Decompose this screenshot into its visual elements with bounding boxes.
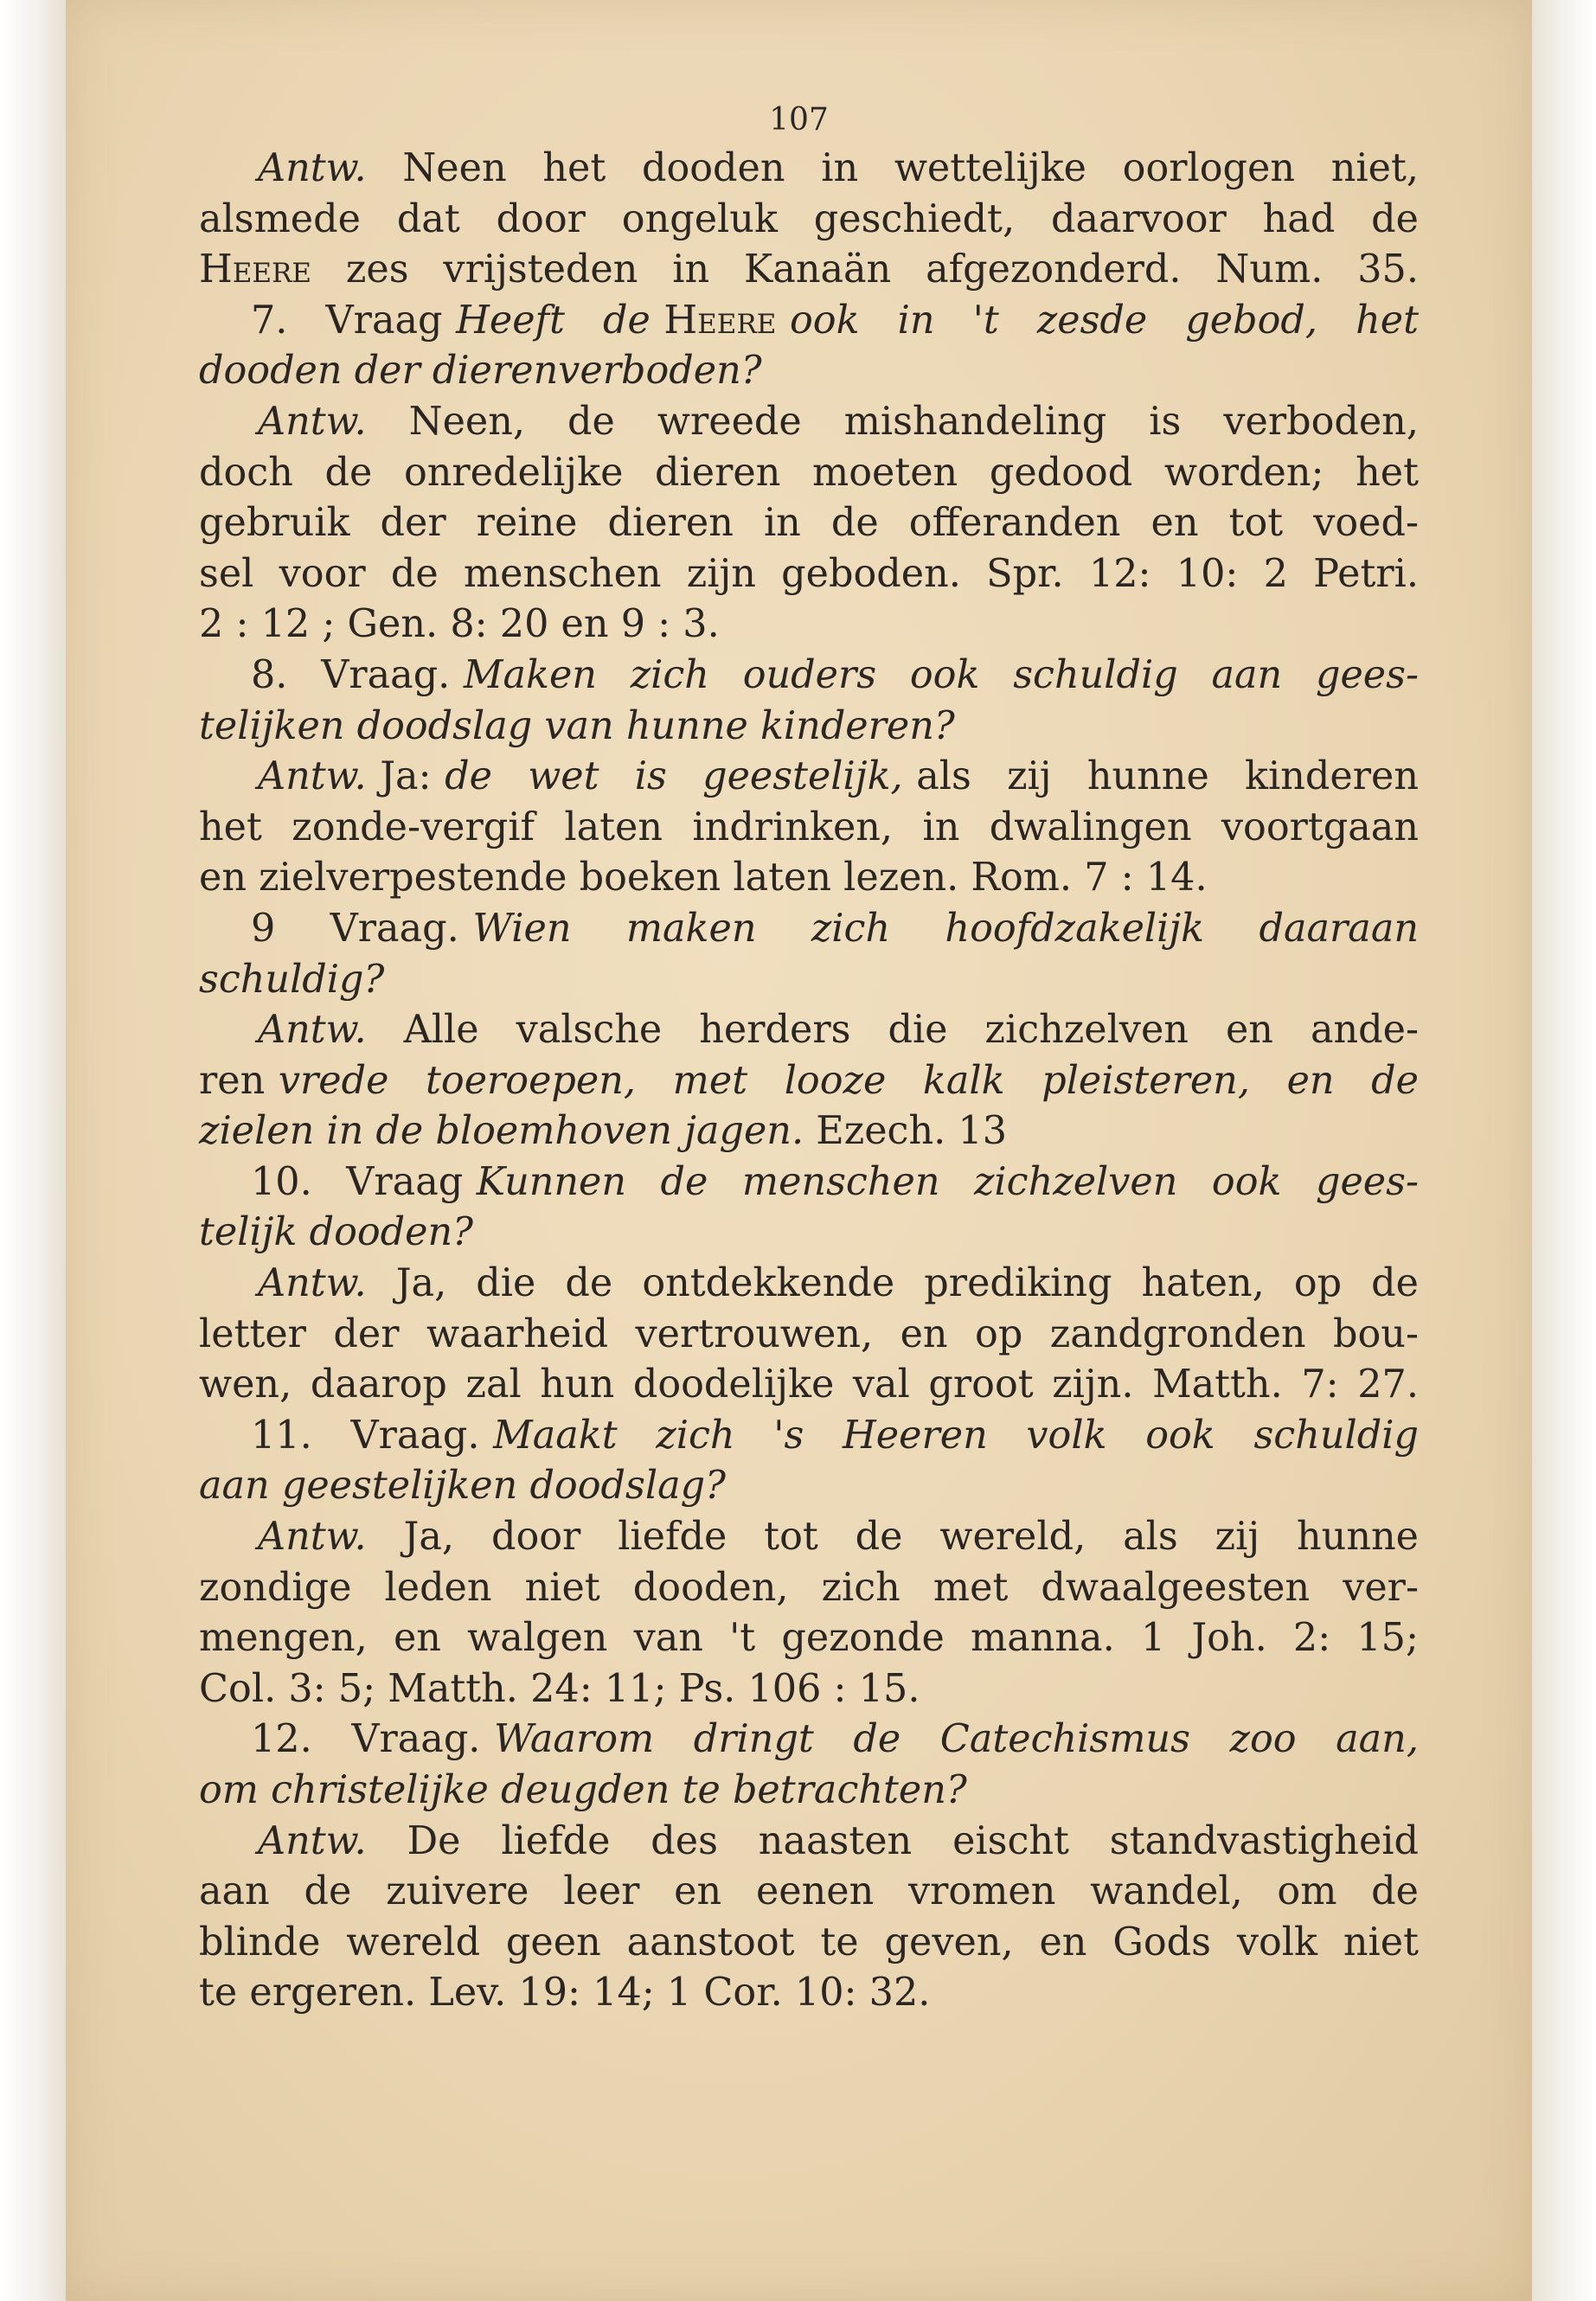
text-line: Col. 3: 5; Matth. 24: 11; Ps. 106 : 15. — [199, 1666, 920, 1711]
question-line: 10. Vraag Kunnen de menschen zichzelven ook gees- — [251, 1159, 1419, 1204]
answer-line: Antw. De liefde des naasten eischt standvastigheid — [258, 1818, 1419, 1863]
question-line: 7. Vraag Heeft de Heere ook in 't zesde gebod, het — [251, 298, 1420, 343]
text-line: 2 : 12 ; Gen. 8: 20 en 9 : 3. — [199, 602, 720, 647]
answer-line: Antw. Ja, door liefde tot de wereld, als zij hunne — [258, 1515, 1419, 1560]
question-line: 12. Vraag. Waarom dringt de Catechismus zoo aan, — [251, 1717, 1419, 1762]
question-line: aan geestelijken doodslag? — [199, 1464, 726, 1509]
question-line: om christelijke deugden te betrachten? — [199, 1768, 967, 1812]
question-line: 9 Vraag. Wien maken zich hoofdzakelijk daaraan — [251, 906, 1420, 951]
answer-line: Antw. Ja, die de ontdekkende prediking haten, op de — [258, 1261, 1419, 1306]
text-line: zielen in de bloemhoven jagen. Ezech. 13 — [199, 1109, 1008, 1154]
question-line: telijken doodslag van hunne kinderen? — [199, 703, 955, 748]
page-text — [199, 144, 1419, 2019]
text-line: letter der waarheid vertrouwen, en op zandgronden bou- — [199, 1311, 1419, 1356]
question-line: dooden der dierenverboden? — [199, 349, 762, 394]
text-line: ren vrede toeroepen, met looze kalk pleisteren, en de — [199, 1058, 1419, 1103]
answer-line: Antw. Ja: de wet is geestelijk, als zij hunne kinderen — [258, 754, 1420, 799]
book-page — [66, 0, 1532, 2301]
text-line: alsmede dat door ongeluk geschiedt, daarvoor had de — [199, 196, 1419, 241]
text-line: het zonde-vergif laten indrinken, in dwalingen voortgaan — [199, 804, 1419, 849]
answer-line: Antw. Alle valsche herders die zichzelven en ande- — [258, 1008, 1419, 1053]
text-line: te ergeren. Lev. 19: 14; 1 Cor. 10: 32. — [199, 1971, 931, 2016]
text-line: blinde wereld geen aanstoot te geven, en Gods volk niet — [199, 1920, 1419, 1965]
answer-line: Antw. Neen, de wreede mishandeling is verboden, — [258, 399, 1419, 444]
text-line: Heere zes vrijsteden in Kanaän afgezonderd. Num. 35. — [199, 247, 1419, 292]
scan-margin-right — [1532, 0, 1596, 2301]
question-line: schuldig? — [199, 957, 385, 1002]
text-line: zondige leden niet dooden, zich met dwaalgeesten ver- — [199, 1565, 1419, 1610]
text-line: mengen, en walgen van 't gezonde manna. 1 Joh. 2: 15; — [199, 1616, 1419, 1661]
question-line: telijk dooden? — [199, 1210, 473, 1255]
text-line: en zielverpestende boeken laten lezen. Rom. 7 : 14. — [199, 856, 1208, 901]
scan-margin-left — [0, 0, 66, 2301]
page-number: 107 — [769, 102, 829, 138]
text-line: wen, daarop zal hun doodelijke val groot zijn. Matth. 7: 27. — [199, 1362, 1419, 1407]
text-line: aan de zuivere leer en eenen vromen wandel, om de — [199, 1869, 1419, 1914]
text-line: gebruik der reine dieren in de offeranden en tot voed- — [199, 501, 1419, 546]
question-line: 11. Vraag. Maakt zich 's Heeren volk ook schuldig — [251, 1413, 1419, 1458]
text-line: sel voor de menschen zijn geboden. Spr. 12: 10: 2 Petri. — [199, 551, 1419, 596]
text-line: Antw. Neen het dooden in wettelijke oorlogen niet, — [258, 146, 1419, 190]
text-line: doch de onredelijke dieren moeten gedood worden; het — [199, 450, 1419, 495]
question-line: 8. Vraag. Maken zich ouders ook schuldig aan gees- — [251, 652, 1419, 697]
